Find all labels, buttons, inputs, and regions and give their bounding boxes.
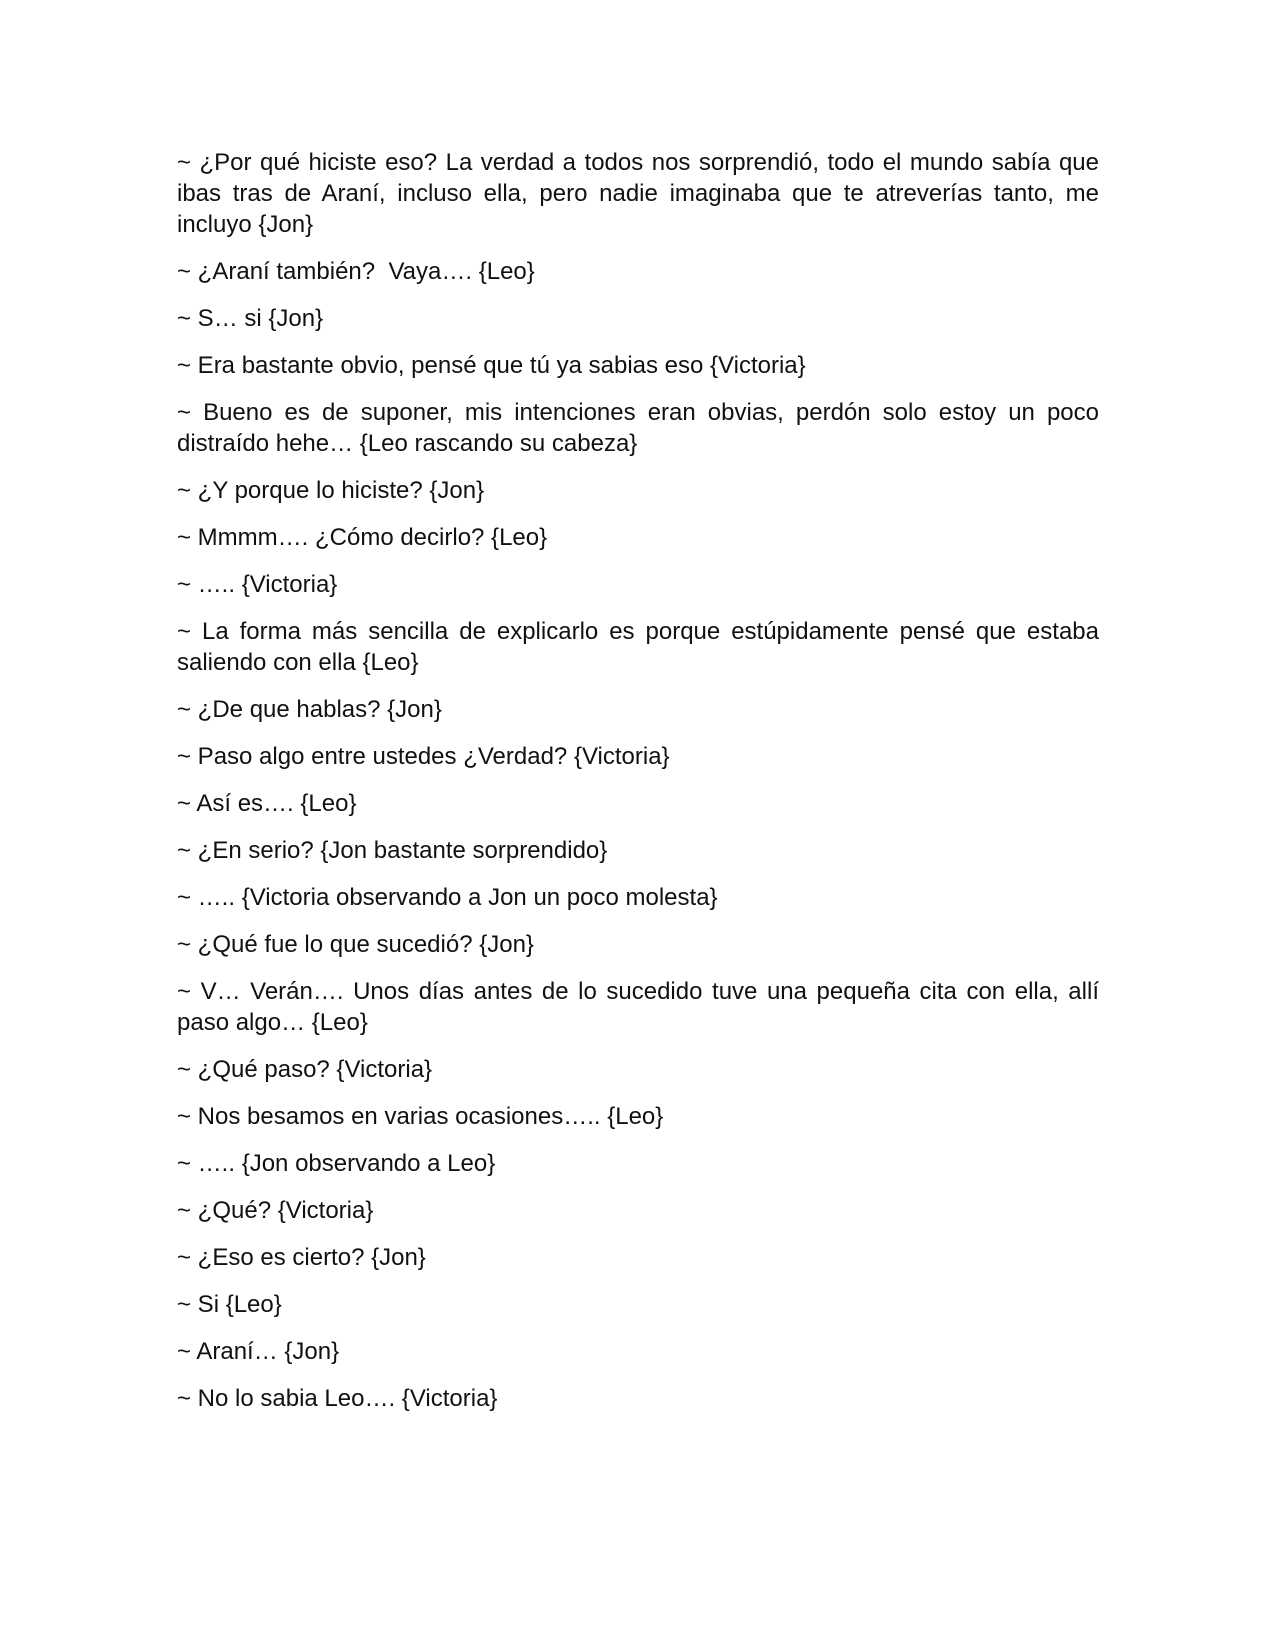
dialogue-line: ~ Era bastante obvio, pensé que tú ya sabias eso {Victoria} <box>177 352 806 379</box>
dialogue-line: ~ ¿Qué paso? {Victoria} <box>177 1056 433 1083</box>
dialogue-line: ~ ¿En serio? {Jon bastante sorprendido} <box>177 837 608 864</box>
dialogue-line: ~ ¿Y porque lo hiciste? {Jon} <box>177 477 485 504</box>
dialogue-line: ~ Nos besamos en varias ocasiones….. {Leo} <box>177 1103 664 1130</box>
dialogue-line: ~ Mmmm…. ¿Cómo decirlo? {Leo} <box>177 524 548 551</box>
dialogue-line: ~ Si {Leo} <box>177 1291 282 1318</box>
dialogue-line: ~ ¿Eso es cierto? {Jon} <box>177 1244 426 1271</box>
dialogue-line: ~ S… si {Jon} <box>177 305 324 332</box>
dialogue-line: ~ V… Verán…. Unos días antes de lo sucedido tuve una pequeña cita con ella, allí paso algo… {Leo} <box>177 978 1106 1036</box>
dialogue-line: ~ Bueno es de suponer, mis intenciones eran obvias, perdón solo estoy un poco distraído hehe… {Leo rascando su cabeza} <box>177 399 1106 457</box>
dialogue-line: ~ La forma más sencilla de explicarlo es porque estúpidamente pensé que estaba saliendo con ella {Leo} <box>177 618 1106 676</box>
dialogue-line: ~ ….. {Victoria} <box>177 571 338 598</box>
dialogue-text <box>177 147 1106 1430</box>
dialogue-line: ~ Araní… {Jon} <box>177 1338 340 1365</box>
dialogue-line: ~ ¿Por qué hiciste eso? La verdad a todos nos sorprendió, todo el mundo sabía que ibas tras de Araní, incluso ella, pero nadie imaginaba que te atreverías tanto, me incluyo {Jon} <box>177 149 1106 238</box>
dialogue-line: ~ ¿Qué fue lo que sucedió? {Jon} <box>177 931 534 958</box>
dialogue-line: ~ ….. {Jon observando a Leo} <box>177 1150 496 1177</box>
dialogue-line: ~ ¿Araní también? Vaya…. {Leo} <box>177 258 535 285</box>
dialogue-line: ~ ¿Qué? {Victoria} <box>177 1197 374 1224</box>
dialogue-line: ~ No lo sabia Leo…. {Victoria} <box>177 1385 498 1412</box>
dialogue-line: ~ ….. {Victoria observando a Jon un poco molesta} <box>177 884 718 911</box>
dialogue-line: ~ ¿De que hablas? {Jon} <box>177 696 442 723</box>
dialogue-line: ~ Así es…. {Leo} <box>177 790 357 817</box>
dialogue-line: ~ Paso algo entre ustedes ¿Verdad? {Victoria} <box>177 743 670 770</box>
